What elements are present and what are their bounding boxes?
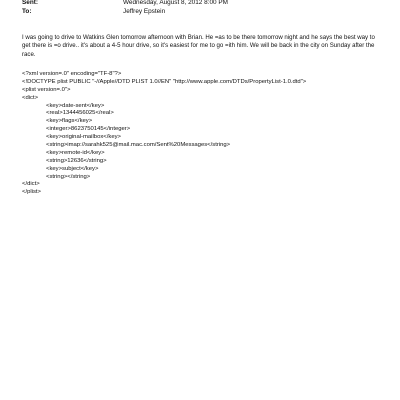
- xml-key-line: <key>date-sent</key>: [46, 102, 105, 109]
- xml-value-line: <string>imap://sarahk525@mail.mac.com/Sent%20Messages</string>: [46, 142, 231, 149]
- xml-key-line: <key>remote-id</key>: [46, 149, 105, 156]
- xml-value-line: <string>12636</string>: [46, 157, 107, 164]
- sent-value: Wednesday, August 8, 2012 8:00 PM: [123, 0, 228, 6]
- to-value: Jeffrey Epstein: [123, 8, 166, 15]
- xml-key-line: <key>flags</key>: [46, 118, 93, 125]
- to-label: To:: [22, 8, 32, 15]
- xml-dict-open-line: <dict>: [22, 94, 39, 101]
- xml-value-line: <string></string>: [46, 173, 91, 180]
- sent-label: Sent:: [22, 0, 38, 6]
- xml-value-line: <integer>8623750145</integer>: [46, 126, 131, 133]
- xml-key-line: <key>subject</key>: [46, 165, 99, 172]
- xml-plist-block: [22, 71, 382, 197]
- xml-value-line: <real>1344456025</real>: [46, 110, 114, 117]
- xml-plist-close-line: </plist>: [22, 189, 41, 196]
- xml-doctype-line: <!DOCTYPE plist PUBLIC "-//Apple//DTD PLIST 1.0//EN" "http://www.apple.com/DTDs/PropertyList-1.0.dtd">: [22, 78, 307, 85]
- xml-declaration-line: <?xml version=.0" encoding="TF-8"?>: [22, 71, 122, 77]
- message-body: I was going to drive to Watkins Glen tomorrow afternoon with Brian. He =as to be there tomorrow night and he says the best way to get there is =o drive.. it's about a 4-5 hour drive, so it's easiest for me to go =ith him. We will be back in the city on Sunday after the race.: [22, 34, 375, 58]
- xml-dict-close-line: </dict>: [22, 181, 40, 188]
- xml-plist-open-line: <plist version=.0">: [22, 86, 71, 93]
- xml-key-line: <key>original-mailbox</key>: [46, 134, 121, 141]
